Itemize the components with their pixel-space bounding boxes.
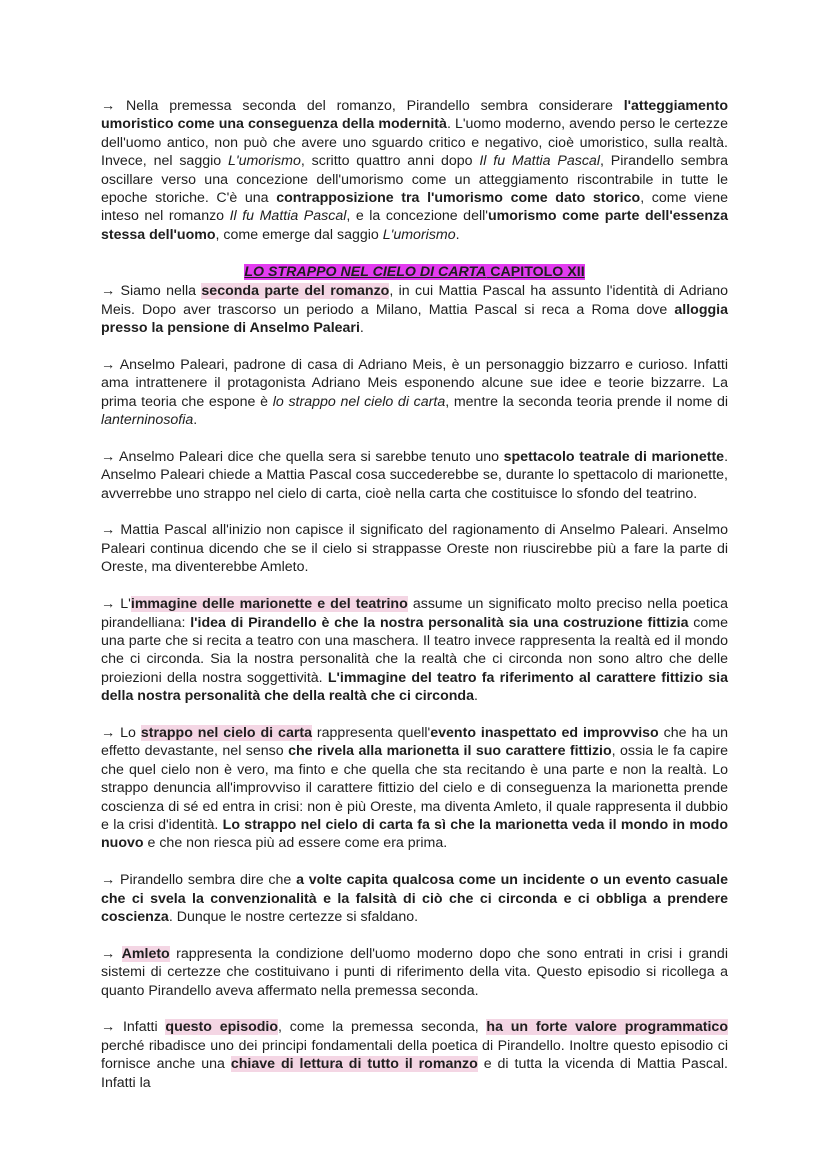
section-title-italic: LO STRAPPO NEL CIELO DI CARTA (244, 264, 487, 281)
text-run: → Anselmo Paleari, padrone di casa di Adriano Meis, è un personaggio bizzarro e curioso. Infatti ama intrattenere il protagonista Adriano Meis esponendo alcune sue idee e teorie bizzarre. La prima teoria che espone è (101, 356, 728, 410)
italic-text: L'umorismo (227, 153, 301, 170)
section-title-chapter: CAPITOLO XII (486, 264, 585, 281)
highlighted-text: questo episodio (165, 1019, 279, 1036)
highlighted-text: immagine delle marionette e del teatrino (130, 596, 408, 613)
text-run: → Anselmo Paleari dice che quella sera si sarebbe tenuto uno (101, 448, 504, 465)
text-run: → L' (101, 596, 131, 613)
bold-text: l'atteggiamento umoristico come una conseguenza della modernità (101, 98, 728, 133)
paragraph-oreste-amleto (101, 521, 728, 576)
bold-text: che rivela alla marionetta il suo carattere fittizio (288, 743, 612, 760)
text-run: . L'uomo moderno, avendo perso le certezze dell'uomo antico, non può che avere uno sguardo critico e negativo, cioè umoristico, sulla realtà. Invece, nel saggio (101, 116, 728, 170)
text-run: , Pirandello sembra oscillare verso una concezione dell'umorismo come un atteggiamento riscontrabile in tutte le epoche storiche. C'è una (101, 153, 728, 207)
text-run: , mentre la seconda teoria prende il nome di (445, 393, 728, 410)
text-run: perché ribadisce uno dei principi fondamentali della poetica di Pirandello. Inoltre questo episodio ci fornisce anche una (101, 1037, 728, 1073)
text-run: → Nella premessa seconda del romanzo, Pirandello sembra considerare (101, 98, 624, 114)
text-run: assume un significato molto preciso nella poetica pirandelliana: (101, 596, 728, 631)
text-run: e che non riesca più ad essere come era prima. (143, 835, 448, 852)
italic-text: L'umorismo (382, 226, 456, 243)
text-run: → Pirandello sembra dire che (101, 872, 297, 889)
text-run: . (455, 226, 460, 243)
highlighted-text: seconda parte del romanzo (201, 283, 390, 300)
paragraph-evento-casuale (101, 871, 728, 926)
text-run: . (473, 688, 478, 705)
bold-text: L'immagine del teatro fa riferimento al carattere fittizio sia della nostra personalità che della realtà che ci circonda (101, 669, 728, 705)
text-run: , e la concezione dell' (346, 208, 488, 225)
text-run: , come viene inteso nel romanzo (101, 190, 729, 225)
highlighted-text: chiave di lettura di tutto il romanzo (230, 1056, 478, 1073)
text-run: → Mattia Pascal all'inizio non capisce il significato del ragionamento di Anselmo Paleari. Anselmo Paleari continua dicendo che se il cielo si strappasse Oreste non riuscirebbe più a fare la parte di Oreste, ma diventerebbe Amleto. (101, 522, 728, 576)
text-run: → Siamo nella (101, 283, 202, 300)
paragraph-valore-programmatico (101, 1018, 728, 1092)
paragraph-marionette (101, 595, 728, 705)
paragraph-premessa (101, 97, 728, 244)
bold-text: umorismo come parte dell'essenza stessa dell'uomo (101, 208, 728, 243)
highlighted-text: Amleto (121, 945, 170, 962)
paragraph-amleto (101, 945, 728, 1000)
text-run: , come emerge dal saggio (215, 226, 383, 243)
paragraph-spettacolo (101, 448, 728, 503)
text-run: rappresenta la condizione dell'uomo moderno dopo che sono entrati in crisi i grandi sistemi di certezze che costituivano i punti di riferimento della vita. Questo episodio si ricollega a quanto Pirandello aveva affermato nella premessa seconda. (101, 945, 728, 999)
bold-text: spettacolo teatrale di marionette (503, 448, 725, 465)
paragraph-seconda-parte (101, 282, 728, 337)
text-run: → Lo (101, 724, 141, 741)
paragraph-strappo (101, 724, 728, 853)
italic-text: Il fu Mattia Pascal (229, 208, 347, 225)
text-run: , ossia le fa capire che quel cielo non è vero, ma finto e che quella che sta recitando è una parte e non la realtà. Lo strappo denuncia all'improvviso il carattere fittizio del cielo e di conseguenza la marionetta prende coscienza di sé ed entra in crisi: non è più Oreste, ma diventa Amleto, il quale rappresenta il dubbio e la crisi d'identità. (101, 743, 728, 833)
bold-text: contrapposizione tra l'umorismo come dato storico (276, 190, 641, 207)
text-run: . Anselmo Paleari chiede a Mattia Pascal cosa succederebbe se, durante lo spettacolo di marionette, avverrebbe uno strappo nel cielo di carta, cioè nella carta che costituisce lo sfondo del teatrino. (101, 448, 729, 502)
text-run: e di tutta la vicenda di Mattia Pascal. Infatti la (101, 1056, 728, 1091)
text-run: che ha un effetto devastante, nel senso (101, 724, 728, 760)
italic-text: lo strappo nel cielo di carta (272, 393, 446, 410)
bold-text: a volte capita qualcosa come un incidente o un evento casuale che ci svela la convenzionalità e la falsità di ciò che ci circonda e ci obbliga a prendere coscienza (101, 872, 728, 925)
highlighted-text: strappo nel cielo di carta (140, 724, 312, 741)
text-run: , scritto quattro anni dopo (300, 153, 480, 170)
bold-text: l'idea di Pirandello è che la nostra personalità sia una costruzione fittizia (190, 614, 689, 631)
text-run: . (193, 412, 198, 429)
text-run: . Dunque le nostre certezze si sfaldano. (168, 908, 419, 925)
bold-text: Lo strappo nel cielo di carta fa sì che la marionetta veda il mondo in modo nuovo (101, 816, 728, 852)
bold-text: evento inaspettato ed improvviso (430, 724, 659, 741)
italic-text: lanterninosofia (101, 412, 194, 429)
italic-text: Il fu Mattia Pascal (479, 153, 600, 170)
text-run: rappresenta quell' (311, 724, 431, 741)
text-run: → (101, 945, 122, 962)
text-run: . (359, 320, 364, 337)
text-run: , come la premessa seconda, (278, 1019, 487, 1036)
paragraph-anselmo-paleari (101, 356, 728, 430)
section-title (101, 263, 728, 282)
text-run: come una parte che si recita a teatro con una maschera. Il teatro invece rappresenta la realtà ed il mondo che ci circonda. Sia la nostra personalità che la realtà che ci circonda non sono altro che delle proiezioni della nostra soggettività. (101, 614, 728, 686)
text-run: → Infatti (101, 1019, 166, 1036)
bold-text: alloggia presso la pensione di Anselmo Paleari (101, 301, 728, 337)
text-run: , in cui Mattia Pascal ha assunto l'identità di Adriano Meis. Dopo aver trascorso un periodo a Milano, Mattia Pascal si reca a Roma dove (101, 283, 729, 318)
highlighted-text: ha un forte valore programmatico (486, 1019, 728, 1036)
